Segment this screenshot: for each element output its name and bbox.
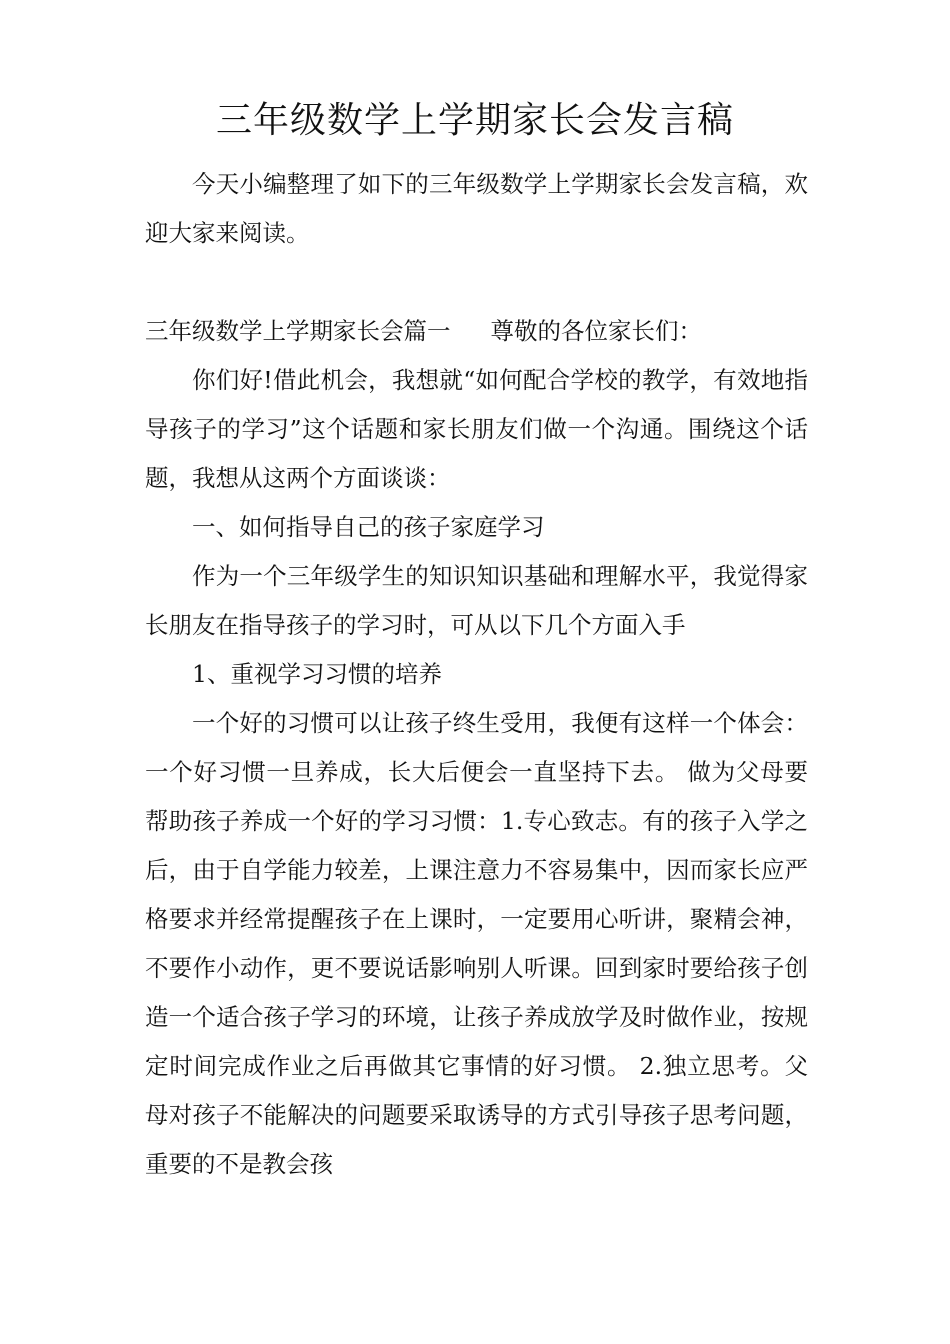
paragraph-section-one-heading: 一、如何指导自己的孩子家庭学习 xyxy=(192,513,545,541)
paragraph-item-one-heading: 1、重视学习习惯的培养 xyxy=(192,660,442,688)
document-title: 三年级数学上学期家长会发言稿 xyxy=(215,100,734,141)
paragraph-greeting: 你们好!借此机会，我想就“如何配合学校的教学，有效地指导孩子的学习”这个话题和家长朋友们做一个沟通。围绕这个话题，我想从这两个方面谈谈： xyxy=(145,366,808,492)
intro-paragraph: 今天小编整理了如下的三年级数学上学期家长会发言稿，欢迎大家来阅读。 xyxy=(145,170,808,247)
paragraph-item-one-body: 一个好的习惯可以让孩子终生受用，我便有这样一个体会：一个好习惯一旦养成，长大后便会一直坚持下去。 做为父母要帮助孩子养成一个好的学习习惯：1.专心致志。有的孩子入学之后，由于自学能力较差，上课注意力不容易集中，因而家长应严格要求并经常提醒孩子在上课时，一定要用心听讲，聚精会神，不要作小动作，更不要说话影响别人听课。回到家时要给孩子创造一个适合孩子学习的环境，让孩子养成放学及时做作业，按规定时间完成作业之后再做其它事情的好习惯。 2.独立思考。父母对孩子不能解决的问题要采取诱导的方式引导孩子思考问题，重要的不是教会孩 xyxy=(145,709,808,1178)
salutation: 尊敬的各位家长们： xyxy=(490,317,702,345)
section-heading-line xyxy=(145,307,808,356)
paragraph-section-one-intro: 作为一个三年级学生的知识知识基础和理解水平，我觉得家长朋友在指导孩子的学习时，可从以下几个方面入手 xyxy=(145,562,808,639)
blank-line xyxy=(145,258,808,307)
document-body xyxy=(145,160,808,1189)
section-heading: 三年级数学上学期家长会篇一 xyxy=(145,317,451,345)
